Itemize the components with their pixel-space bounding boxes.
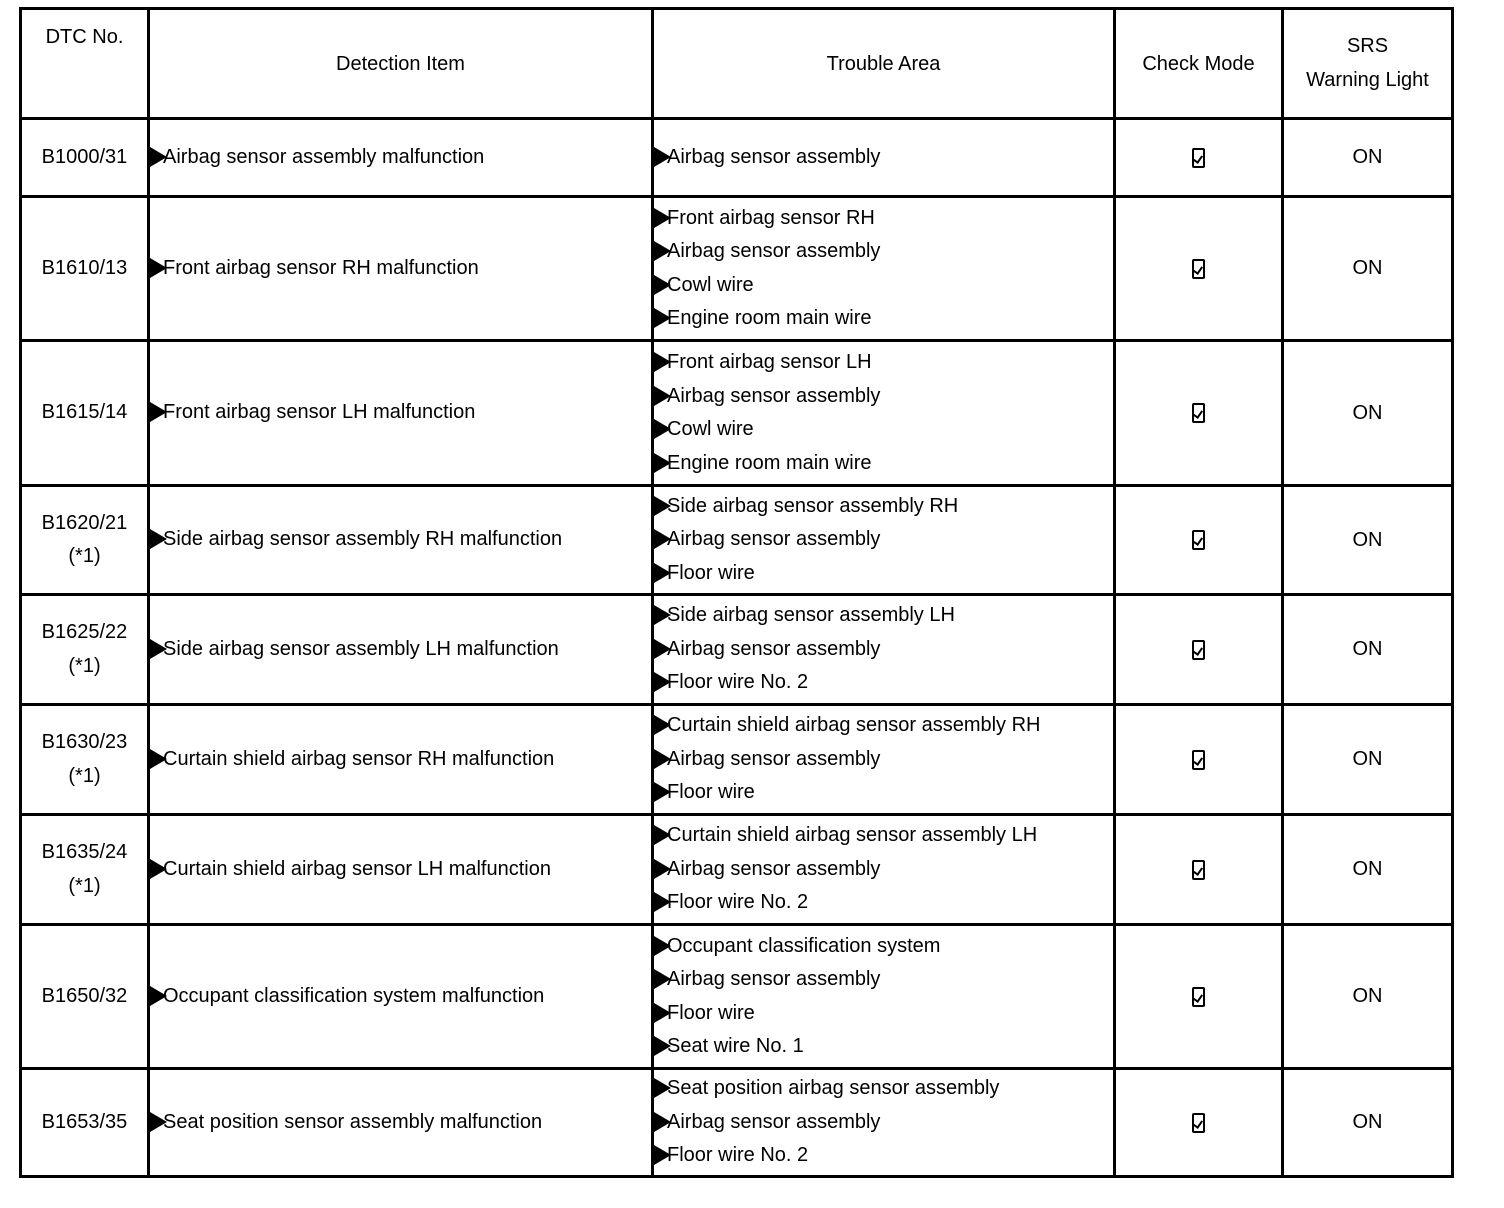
- trouble-area-cell: [653, 119, 1115, 197]
- detection-item-cell: [149, 595, 653, 705]
- table-row: [21, 705, 1453, 815]
- trouble-area-item: [654, 1139, 1113, 1173]
- table-row: [21, 925, 1453, 1069]
- trouble-area-item: [654, 302, 1113, 336]
- trouble-area-item: [654, 490, 1113, 524]
- trouble-area-item: [654, 141, 1113, 175]
- check-mode-cell: [1115, 925, 1283, 1069]
- trouble-area-text: Airbag sensor assembly: [667, 968, 881, 990]
- trouble-area-text: Floor wire No. 2: [667, 1144, 809, 1167]
- trouble-area-text: Airbag sensor assembly: [667, 240, 881, 262]
- trouble-area-item: [654, 346, 1113, 380]
- dtc-note: (*1): [68, 545, 101, 567]
- detection-item-cell: [149, 486, 653, 595]
- trouble-area-item: [654, 776, 1113, 810]
- dtc-code: B1625/22: [41, 621, 128, 643]
- trouble-area-text: Floor wire: [667, 781, 755, 804]
- trouble-area-text: Engine room main wire: [667, 307, 872, 329]
- trouble-area-item: [654, 523, 1113, 557]
- trouble-area-item: [654, 886, 1113, 920]
- dtc-note: (*1): [68, 654, 101, 677]
- detection-item: [150, 141, 651, 175]
- trouble-area-text: Floor wire: [667, 561, 755, 584]
- dtc-code: B1653/35: [41, 1110, 128, 1133]
- detection-item-cell: [149, 1069, 653, 1177]
- srs-warning-light-cell: ON: [1283, 595, 1453, 705]
- dtc-number-cell: [21, 197, 149, 341]
- trouble-area-text: Airbag sensor assembly: [667, 747, 881, 770]
- trouble-area-item: [654, 380, 1113, 414]
- check-mode-cell: [1115, 1069, 1283, 1177]
- srs-warning-light-cell: ON: [1283, 705, 1453, 815]
- srs-warning-light-cell: ON: [1283, 1069, 1453, 1177]
- table-row: [21, 1069, 1453, 1177]
- srs-warning-light-cell: ON: [1283, 815, 1453, 925]
- dtc-note: (*1): [68, 764, 101, 787]
- dtc-code: B1000/31: [41, 145, 128, 168]
- srs-warning-light-cell: ON: [1283, 341, 1453, 486]
- srs-warning-light-cell: ON: [1283, 119, 1453, 197]
- table-row: [21, 119, 1453, 197]
- trouble-area-text: Seat position airbag sensor assembly: [667, 1077, 1000, 1100]
- trouble-area-text: Airbag sensor assembly: [667, 145, 881, 168]
- srs-warning-light-cell: ON: [1283, 197, 1453, 341]
- table-row: [21, 197, 1453, 341]
- header-detection-item: Detection Item: [149, 9, 653, 119]
- check-mode-icon: [1192, 403, 1205, 423]
- detection-item-text: Side airbag sensor assembly RH malfunction: [163, 528, 563, 551]
- detection-item-text: Seat position sensor assembly malfunction: [163, 1110, 543, 1133]
- table-row: [21, 815, 1453, 925]
- header-check-mode: Check Mode: [1115, 9, 1283, 119]
- detection-item-cell: [149, 119, 653, 197]
- trouble-area-text: Engine room main wire: [667, 451, 872, 474]
- trouble-area-text: Floor wire No. 2: [667, 891, 809, 914]
- check-mode-cell: [1115, 341, 1283, 486]
- trouble-area-text: Airbag sensor assembly: [667, 857, 881, 880]
- header-srs-line2: Warning Light: [1306, 68, 1429, 91]
- check-mode-icon: [1192, 1113, 1205, 1133]
- trouble-area-text: Cowl wire: [667, 418, 754, 440]
- detection-item-text: Airbag sensor assembly malfunction: [163, 145, 485, 168]
- detection-item-cell: [149, 341, 653, 486]
- detection-item-cell: [149, 925, 653, 1069]
- trouble-area-cell: [653, 197, 1115, 341]
- trouble-area-item: [654, 1072, 1113, 1106]
- srs-warning-light-cell: ON: [1283, 925, 1453, 1069]
- detection-item-cell: [149, 705, 653, 815]
- trouble-area-item: [654, 819, 1113, 853]
- trouble-area-cell: [653, 815, 1115, 925]
- trouble-area-item: [654, 743, 1113, 777]
- trouble-area-text: Front airbag sensor RH: [667, 206, 875, 229]
- trouble-area-cell: [653, 705, 1115, 815]
- trouble-area-cell: [653, 925, 1115, 1069]
- check-mode-cell: [1115, 197, 1283, 341]
- dtc-code: B1635/24: [41, 841, 128, 863]
- table-row: [21, 486, 1453, 595]
- trouble-area-item: [654, 202, 1113, 236]
- check-mode-cell: [1115, 705, 1283, 815]
- trouble-area-item: [654, 413, 1113, 447]
- trouble-area-cell: [653, 595, 1115, 705]
- trouble-area-text: Cowl wire: [667, 273, 754, 296]
- dtc-table: [19, 7, 1454, 1178]
- trouble-area-text: Seat wire No. 1: [667, 1035, 804, 1057]
- detection-item: [150, 633, 651, 667]
- trouble-area-item: [654, 963, 1113, 997]
- trouble-area-text: Curtain shield airbag sensor assembly RH: [667, 714, 1041, 737]
- dtc-code: B1630/23: [41, 731, 128, 753]
- trouble-area-text: Side airbag sensor assembly RH: [667, 494, 959, 517]
- trouble-area-item: [654, 666, 1113, 700]
- dtc-code: B1615/14: [41, 401, 128, 424]
- trouble-area-item: [654, 1030, 1113, 1064]
- trouble-area-text: Front airbag sensor LH: [667, 351, 872, 373]
- check-mode-icon: [1192, 987, 1205, 1007]
- trouble-area-text: Side airbag sensor assembly LH: [667, 604, 955, 627]
- check-mode-cell: [1115, 595, 1283, 705]
- table-row: [21, 341, 1453, 486]
- dtc-number-cell: [21, 486, 149, 595]
- detection-item-text: Curtain shield airbag sensor LH malfunction: [163, 857, 551, 880]
- detection-item: [150, 523, 651, 557]
- detection-item-cell: [149, 197, 653, 341]
- detection-item: [150, 980, 651, 1014]
- trouble-area-item: [654, 447, 1113, 481]
- header-srs-warning-light: [1283, 9, 1453, 119]
- trouble-area-item: [654, 235, 1113, 269]
- check-mode-icon: [1192, 750, 1205, 770]
- detection-item-text: Front airbag sensor LH malfunction: [163, 401, 476, 424]
- trouble-area-text: Airbag sensor assembly: [667, 637, 881, 660]
- trouble-area-text: Floor wire: [667, 1001, 755, 1024]
- detection-item: [150, 853, 651, 887]
- trouble-area-text: Occupant classification system: [667, 934, 941, 957]
- dtc-note: (*1): [68, 874, 101, 897]
- trouble-area-item: [654, 709, 1113, 743]
- dtc-code: B1610/13: [41, 256, 128, 279]
- trouble-area-item: [654, 633, 1113, 667]
- detection-item: [150, 252, 651, 286]
- trouble-area-text: Curtain shield airbag sensor assembly LH: [667, 824, 1038, 847]
- dtc-number-cell: [21, 595, 149, 705]
- detection-item: [150, 396, 651, 430]
- dtc-number-cell: [21, 815, 149, 925]
- trouble-area-item: [654, 599, 1113, 633]
- dtc-number-cell: [21, 1069, 149, 1177]
- detection-item-text: Front airbag sensor RH malfunction: [163, 256, 479, 279]
- header-trouble-area: Trouble Area: [653, 9, 1115, 119]
- table-row: [21, 595, 1453, 705]
- header-srs-line1: SRS: [1346, 35, 1389, 57]
- table-body: [21, 119, 1453, 1177]
- trouble-area-item: [654, 997, 1113, 1031]
- check-mode-cell: [1115, 486, 1283, 595]
- trouble-area-text: Airbag sensor assembly: [667, 384, 881, 407]
- detection-item-text: Occupant classification system malfunction: [163, 984, 545, 1007]
- check-mode-cell: [1115, 815, 1283, 925]
- trouble-area-item: [654, 557, 1113, 591]
- check-mode-cell: [1115, 119, 1283, 197]
- trouble-area-text: Floor wire No. 2: [667, 671, 809, 694]
- check-mode-icon: [1192, 860, 1205, 880]
- trouble-area-item: [654, 1106, 1113, 1140]
- dtc-code: B1620/21: [41, 511, 128, 534]
- table-header-row: [21, 9, 1453, 119]
- trouble-area-text: Airbag sensor assembly: [667, 528, 881, 551]
- detection-item-text: Curtain shield airbag sensor RH malfunction: [163, 747, 555, 770]
- check-mode-icon: [1192, 640, 1205, 660]
- dtc-number-cell: [21, 119, 149, 197]
- trouble-area-text: Airbag sensor assembly: [667, 1110, 881, 1133]
- trouble-area-item: [654, 930, 1113, 964]
- dtc-code: B1650/32: [41, 984, 128, 1007]
- detection-item-text: Side airbag sensor assembly LH malfunction: [163, 637, 559, 660]
- dtc-number-cell: [21, 925, 149, 1069]
- dtc-number-cell: [21, 341, 149, 486]
- trouble-area-item: [654, 269, 1113, 303]
- trouble-area-cell: [653, 486, 1115, 595]
- srs-warning-light-cell: ON: [1283, 486, 1453, 595]
- trouble-area-item: [654, 853, 1113, 887]
- check-mode-icon: [1192, 530, 1205, 550]
- dtc-number-cell: [21, 705, 149, 815]
- check-mode-icon: [1192, 148, 1205, 168]
- check-mode-icon: [1192, 259, 1205, 279]
- detection-item-cell: [149, 815, 653, 925]
- trouble-area-cell: [653, 1069, 1115, 1177]
- detection-item: [150, 1106, 651, 1140]
- detection-item: [150, 743, 651, 777]
- header-dtc-no: DTC No.: [21, 9, 149, 119]
- trouble-area-cell: [653, 341, 1115, 486]
